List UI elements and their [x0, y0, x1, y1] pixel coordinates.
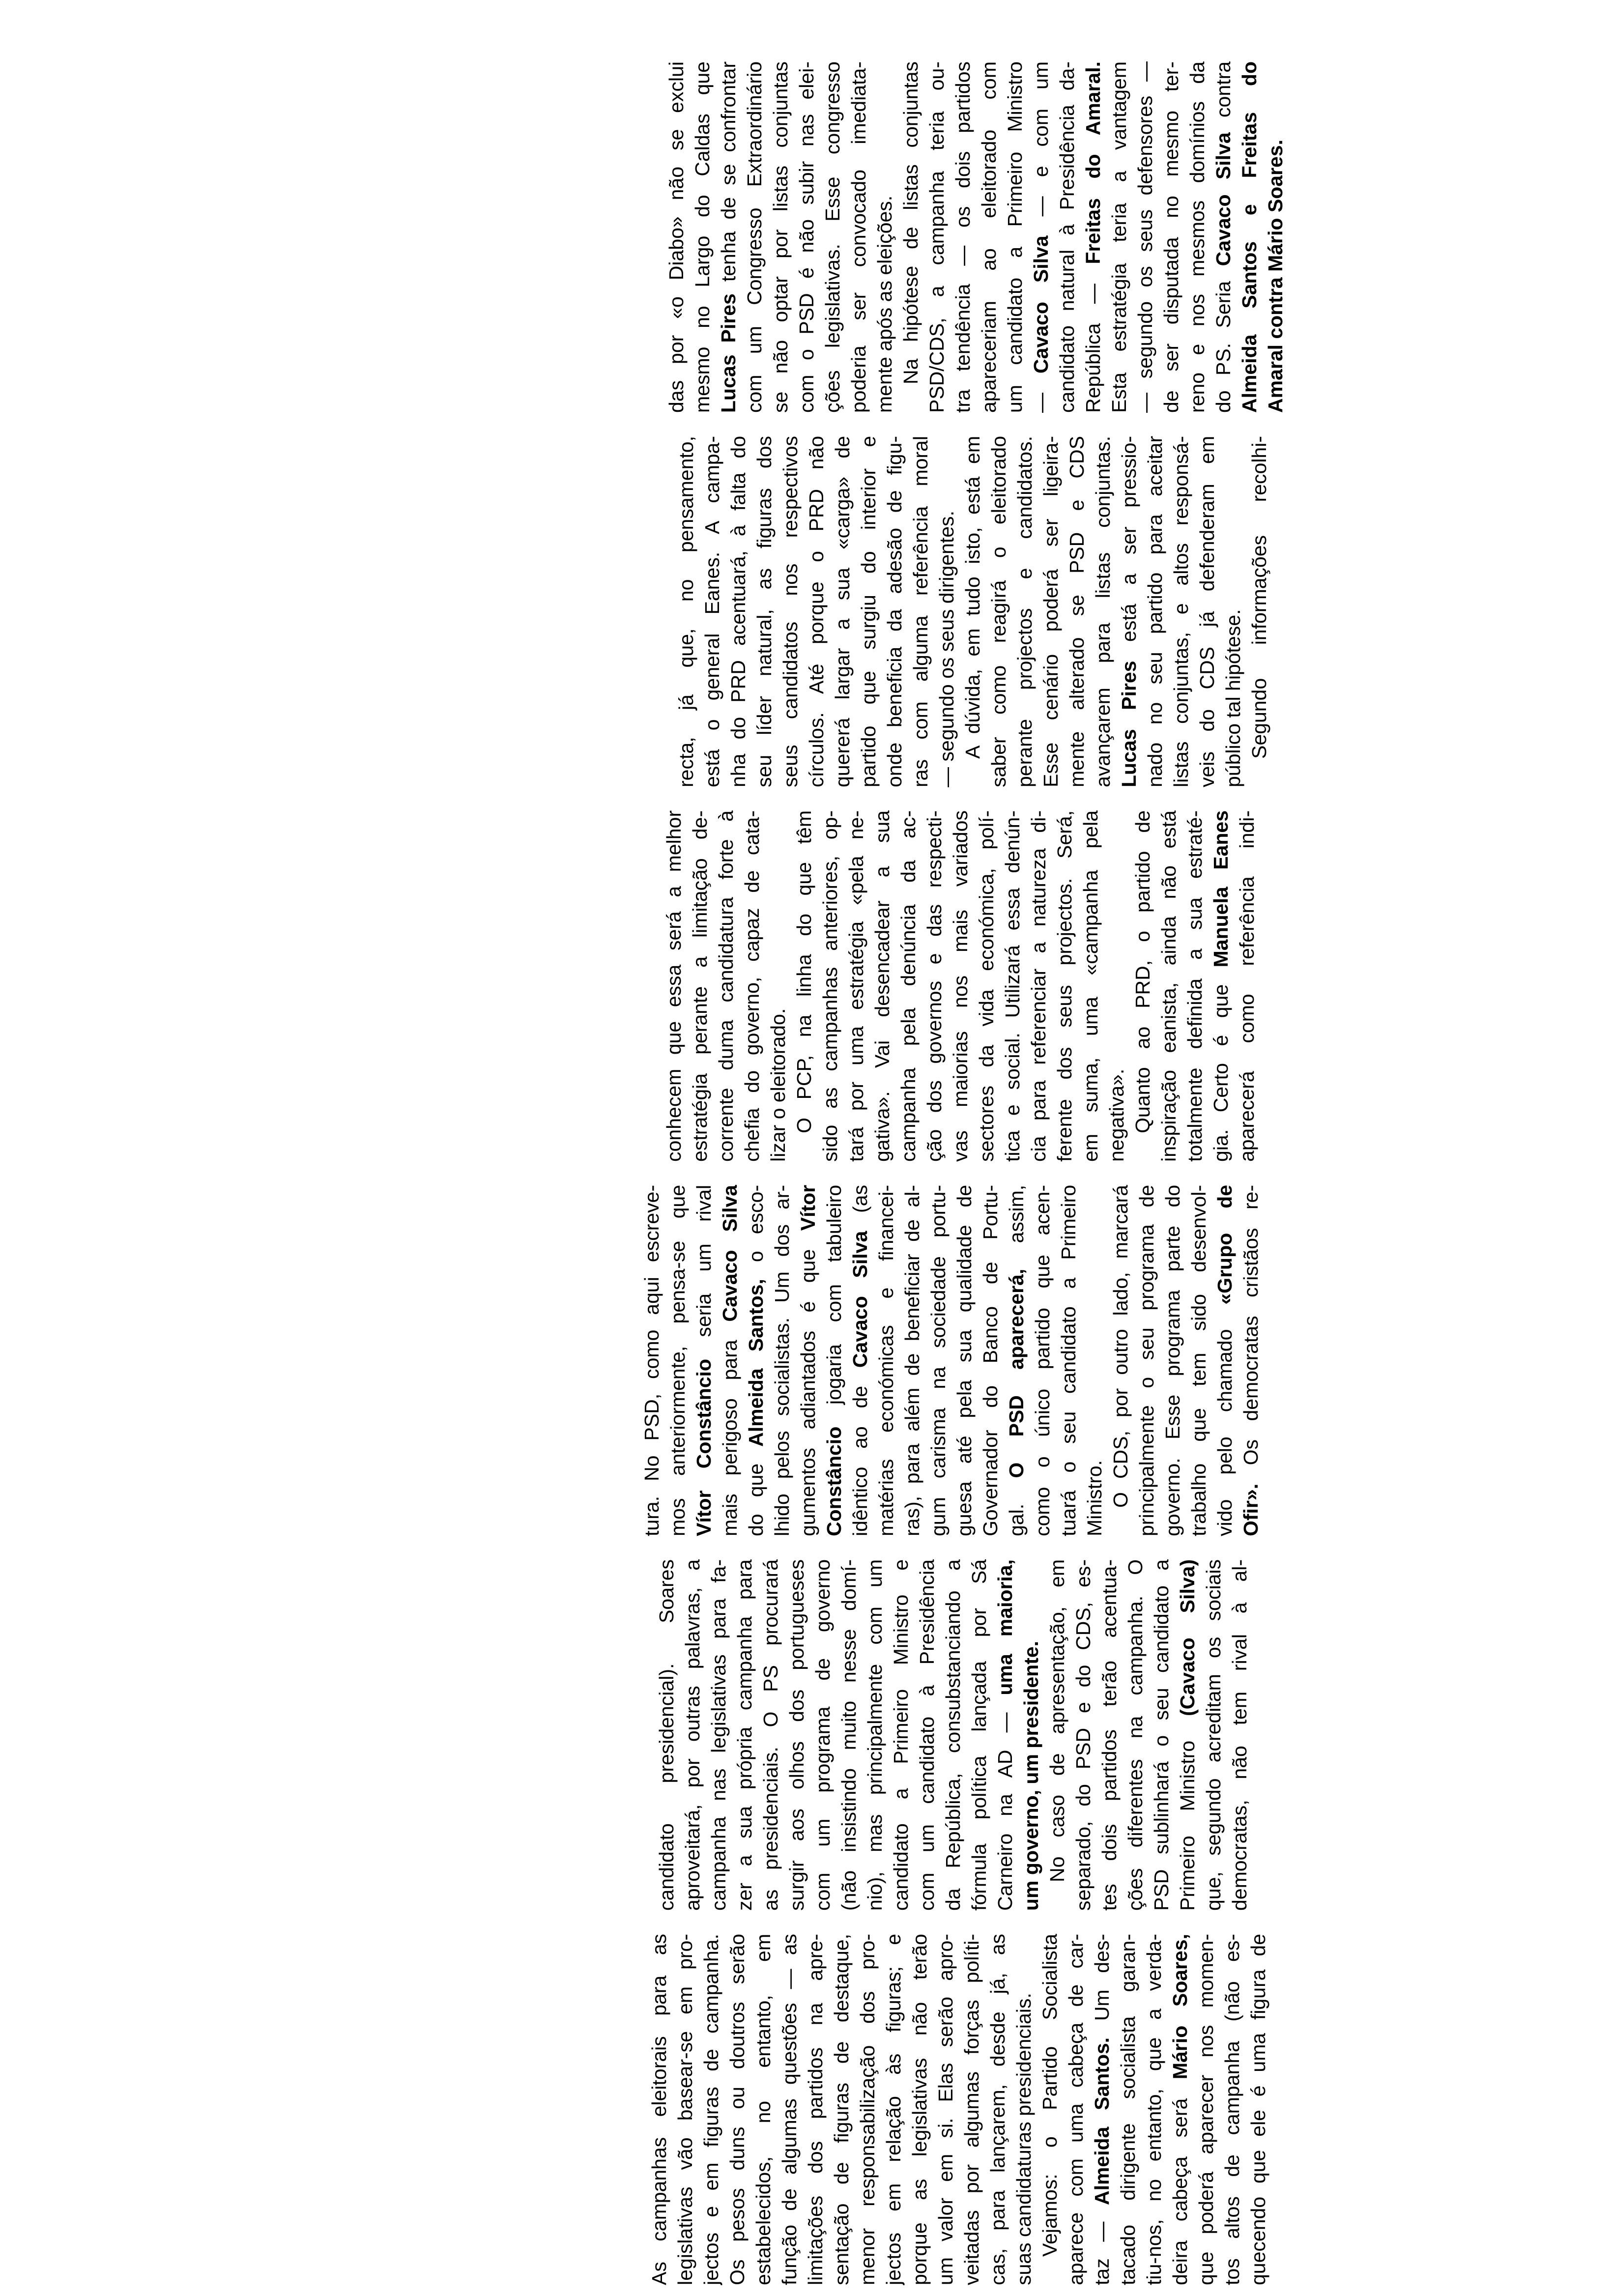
text-line: partido que surgiu do interior e	[857, 436, 880, 787]
text-line: aproveitará, por outras palavras, a	[681, 1559, 704, 1911]
text-line: poderia ser convocado imediata-	[847, 61, 870, 413]
text-line: gal. O PSD aparecerá, assim,	[1005, 1185, 1028, 1536]
text-line: que poderá aparecer nos momen-	[1195, 1934, 1217, 2285]
text-line: tica e social. Utilizará essa denún-	[1001, 810, 1024, 1162]
text-line: Carneiro na AD — uma maioria,	[994, 1559, 1016, 1911]
text-line: perante projectos e candidatos.	[1013, 436, 1036, 787]
text-line: separado, do PSD e do CDS, es-	[1072, 1559, 1094, 1911]
article-column-5	[673, 436, 1272, 787]
text-line: quererá largar a sua «carga» de	[831, 436, 854, 787]
text-line: da República, consubstanciando a	[942, 1559, 964, 1911]
text-line: Vítor Constâncio seria um rival	[692, 1185, 715, 1536]
text-line: aparecerá como referência indi-	[1236, 810, 1258, 1162]
text-line: inspiração eanista, ainda não está	[1157, 810, 1180, 1162]
text-line: gum carisma na sociedade portu-	[927, 1185, 950, 1536]
text-line: de ser disputada no mesmo ter-	[1160, 61, 1182, 413]
text-line: Almeida Santos e Freitas do	[1238, 61, 1261, 413]
text-line: avançarem para listas conjuntas.	[1092, 436, 1114, 787]
text-line: Ofir». Os democratas cristãos re-	[1239, 1185, 1262, 1536]
text-line: zer a sua própria campanha para	[733, 1559, 756, 1911]
text-line: campanha nas legislativas para fa-	[707, 1559, 730, 1911]
text-line: função de algumas questões — as	[778, 1934, 801, 2285]
text-line: Os pesos duns ou doutros serão	[726, 1934, 748, 2285]
text-line: ções legislativas. Esse congresso	[821, 61, 844, 413]
text-line: tuará o seu candidato a Primeiro	[1057, 1185, 1080, 1536]
article-column-2	[654, 1559, 1253, 1911]
text-line: Ministro.	[1083, 1460, 1106, 1536]
text-line: gumentos adiantados é que Vítor	[797, 1185, 819, 1536]
text-line: porque as legislativas não terão	[908, 1934, 931, 2285]
text-line: Lucas Pires está a ser pressio-	[1118, 436, 1140, 787]
text-line: mos anteriormente, pensa-se que	[666, 1185, 689, 1536]
text-line: com um Congresso Extraordinário	[743, 61, 766, 413]
text-line: em suma, uma «campanha pela	[1079, 810, 1102, 1162]
text-line: candidato natural à Presidência da-	[1056, 61, 1078, 413]
text-line: As campanhas eleitorais para as	[648, 1934, 670, 2285]
text-line: estabelecidos, no entanto, em	[752, 1934, 775, 2285]
text-line: das por «o Diabo» não se exclui	[665, 61, 688, 413]
text-line: nha do PRD acentuará, à falta do	[727, 436, 749, 787]
text-line: com um programa de governo	[811, 1559, 834, 1911]
text-line: principalmente o seu programa de	[1135, 1185, 1158, 1536]
text-line: veitadas por algumas forças políti-	[960, 1934, 983, 2285]
text-line: ras com alguma referência moral	[909, 436, 932, 787]
text-line: recta, já que, no pensamento,	[675, 436, 697, 787]
text-line: lhido pelos socialistas. Um dos ar-	[771, 1185, 793, 1536]
text-line: governo. Esse programa parte do	[1161, 1185, 1184, 1536]
text-line: vido pelo chamado «Grupo de	[1213, 1185, 1236, 1536]
text-line: limitações dos partidos na apre-	[804, 1934, 827, 2285]
text-line: PSD sublinhará o seu candidato a	[1150, 1559, 1173, 1911]
text-line: vas maiorias nos mais variados	[949, 810, 972, 1162]
text-line: ras), para além de beneficiar de al-	[901, 1185, 923, 1536]
text-line: sectores da vida económica, polí-	[975, 810, 998, 1162]
text-line: República — Freitas do Amaral.	[1082, 61, 1104, 413]
text-line: jectos e em figuras de campanha.	[700, 1934, 722, 2285]
text-line: do que Almeida Santos, o esco-	[745, 1185, 767, 1536]
article-column-3	[639, 1185, 1264, 1536]
text-line: Quanto ao PRD, o partido de	[1131, 810, 1154, 1133]
text-line: tos altos de campanha (não es-	[1221, 1934, 1243, 2285]
text-line: se não optar por listas conjuntas	[769, 61, 792, 413]
text-line: guesa até pela sua qualidade de	[953, 1185, 976, 1536]
text-line: chefia do governo, capaz de cata-	[741, 810, 763, 1162]
text-line: as presidenciais. O PS procurará	[759, 1559, 782, 1911]
text-line: nio), mas principalmente com um	[864, 1559, 886, 1911]
text-line: estratégia perante a limitação de-	[689, 810, 711, 1162]
text-line: deira cabeça será Mário Soares,	[1169, 1934, 1191, 2285]
text-line: menor responsabilização dos pro-	[856, 1934, 879, 2285]
text-line: tiu-nos, no entanto, que a verda-	[1143, 1934, 1165, 2285]
text-line: mente alterado se PSD e CDS	[1065, 436, 1088, 787]
text-line: surgir aos olhos dos portugueses	[785, 1559, 808, 1911]
text-line: Segundo informações recolhi-	[1248, 436, 1270, 759]
text-line: apareceriam ao eleitorado com	[978, 61, 1000, 413]
text-line: Esse cenário poderá ser ligeira-	[1039, 436, 1062, 787]
text-line: No caso de apresentação, em	[1046, 1559, 1068, 1882]
text-line: candidato presidencial). Soares	[655, 1559, 678, 1911]
text-line: do PS. Seria Cavaco Silva contra	[1212, 61, 1235, 413]
text-line: gia. Certo é que Manuela Eanes	[1209, 810, 1232, 1162]
text-line: O PCP, na linha do que têm	[793, 810, 815, 1133]
text-line: totalmente definida a sua estraté-	[1183, 810, 1206, 1162]
text-line: ferente dos seus projectos. Será,	[1053, 810, 1076, 1162]
text-line: Constâncio jogaria com tabuleiro	[823, 1185, 845, 1536]
text-line: matérias económicas e financei-	[875, 1185, 897, 1536]
text-line: candidato a Primeiro Ministro e	[890, 1559, 912, 1911]
text-line: suas candidaturas presidenciais.	[1012, 1993, 1035, 2285]
text-line: tura. No PSD, como aqui escreve-	[640, 1185, 663, 1536]
text-line: onde beneficia da adesão de figu-	[883, 436, 906, 787]
text-line: cas, para lançarem, desde já, as	[986, 1934, 1009, 2285]
text-line: um governo, um presidente.	[1020, 1640, 1042, 1911]
text-line: lizar o eleitorado.	[767, 1008, 789, 1162]
text-line: Governador do Banco de Portu-	[979, 1185, 1002, 1536]
text-line: A dúvida, em tudo isto, está em	[961, 436, 984, 759]
text-line: negativa».	[1105, 1068, 1128, 1162]
text-line: — Cavaco Silva — e com um	[1030, 61, 1052, 413]
text-line: PSD/CDS, a campanha teria ou-	[925, 61, 948, 413]
text-line: ção dos governos e das respecti-	[923, 810, 946, 1162]
text-line: tra tendência — os dois partidos	[951, 61, 974, 413]
text-line: corrente duma candidatura forte à	[715, 810, 737, 1162]
text-line: tacado dirigente socialista garan-	[1117, 1934, 1139, 2285]
text-line: tes dois partidos terão acentua-	[1098, 1559, 1121, 1911]
text-line: cia para referenciar a natureza di-	[1027, 810, 1050, 1162]
text-line: legislativas vão basear-se em pro-	[674, 1934, 696, 2285]
text-line: mente após as eleições.	[873, 195, 896, 413]
text-line: quecendo que ele é uma figura de	[1247, 1934, 1269, 2285]
text-line: Na hipótese de listas conjuntas	[899, 61, 922, 384]
text-line: seu líder natural, as figuras dos	[753, 436, 776, 787]
text-line: com o PSD é não subir nas elei-	[795, 61, 818, 413]
text-line: Vejamos: o Partido Socialista	[1038, 1934, 1061, 2257]
article-column-1	[646, 1934, 1271, 2285]
text-line: tará por uma estratégia «pela ne-	[845, 810, 867, 1162]
text-line: círculos. Até porque o PRD não	[805, 436, 828, 787]
text-line: — segundo os seus defensores —	[1134, 61, 1156, 413]
text-line: Esta estratégia teria a vantagem	[1108, 61, 1130, 413]
text-line: um valor em si. Elas serão apro-	[934, 1934, 957, 2285]
article-column-6	[663, 61, 1289, 413]
text-line: mesmo no Largo do Caldas que	[691, 61, 714, 413]
text-line: idêntico ao de Cavaco Silva (as	[849, 1185, 871, 1536]
text-line: Primeiro Ministro (Cavaco Silva)	[1176, 1559, 1199, 1911]
text-line: que, segundo acreditam os sociais	[1202, 1559, 1225, 1911]
text-line: fórmula política lançada por Sá	[968, 1559, 990, 1911]
text-line: taz — Almeida Santos. Um des-	[1091, 1934, 1113, 2285]
article-column-4	[661, 810, 1260, 1162]
text-line: mais perigoso para Cavaco Silva	[719, 1185, 741, 1536]
text-line: Lucas Pires tenha de se confrontar	[717, 61, 740, 413]
text-line: nado no seu partido para aceitar	[1144, 436, 1166, 787]
text-line: sentação de figuras de destaque,	[830, 1934, 853, 2285]
text-line: público tal hipótese.	[1222, 609, 1244, 787]
text-line: como o único partido que acen-	[1031, 1185, 1054, 1536]
text-line: veis do CDS já defenderam em	[1196, 436, 1218, 787]
text-line: um candidato a Primeiro Ministro	[1004, 61, 1026, 413]
text-line: saber como reagirá o eleitorado	[987, 436, 1010, 787]
text-line: campanha pela denúncia da ac-	[897, 810, 920, 1162]
text-line: sido as campanhas anteriores, op-	[819, 810, 841, 1162]
text-line: está o general Eanes. A campa-	[701, 436, 723, 787]
text-line: seus candidatos nos respectivos	[779, 436, 802, 787]
text-line: reno e nos mesmos domínios da	[1186, 61, 1209, 413]
text-line: com um candidato à Presidência	[916, 1559, 938, 1911]
text-line: ções diferentes na campanha. O	[1124, 1559, 1147, 1911]
text-line: aparece com uma cabeça de car-	[1065, 1934, 1087, 2285]
text-line: O CDS, por outro lado, marcará	[1109, 1185, 1132, 1508]
text-line: (não insistindo muito nesse domí-	[837, 1559, 860, 1911]
text-line: democratas, não tem rival à al-	[1228, 1559, 1251, 1911]
text-line: listas conjuntas, e altos responsá-	[1170, 436, 1192, 787]
text-line: — segundo os seus dirigentes.	[935, 511, 958, 787]
text-line: gativa». Vai desencadear a sua	[871, 810, 893, 1162]
text-line: trabalho que tem sido desenvol-	[1187, 1185, 1210, 1536]
text-line: conhecem que essa será a melhor	[662, 810, 685, 1162]
text-line: Amaral contra Mário Soares.	[1264, 140, 1287, 413]
text-line: jectos em relação às figuras; e	[882, 1934, 905, 2285]
